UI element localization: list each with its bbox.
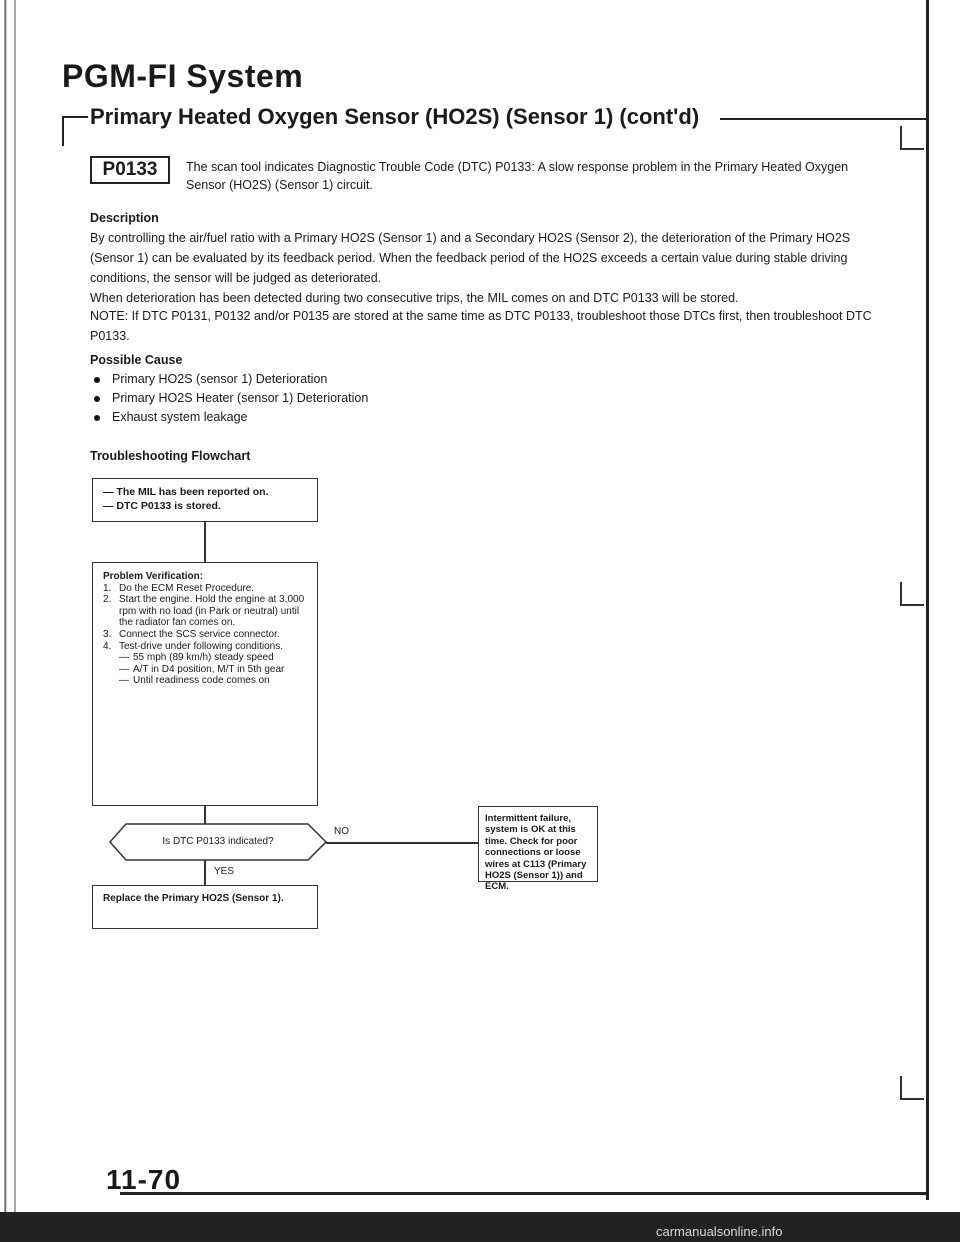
section-title: Primary Heated Oxygen Sensor (HO2S) (Sensor 1) (cont'd) bbox=[90, 104, 700, 129]
bullet-icon bbox=[94, 415, 100, 421]
problem-verification-box: Problem Verification: 1. Do the ECM Reset Procedure. 2. Start the engine. Hold the engine at 3,000 rpm with no load (in Park or neutral) until the radiator fan comes on. 3. Connect the SCS service connector. 4. Test-drive under following conditions. — 55 mph (89 km/h) steady speed — A/T in D4 position, M/T in 5th gear — Until readiness code comes on bbox=[92, 562, 318, 806]
list-item: Primary HO2S (sensor 1) Deterioration bbox=[90, 370, 690, 389]
scan-rule-right bbox=[926, 0, 929, 1200]
page-number: 11-70 bbox=[106, 1164, 182, 1195]
description-para1: By controlling the air/fuel ratio with a Primary HO2S (Sensor 1) and a Secondary HO2S (Sensor 2), the deterioration of the Primary HO2S (Sensor 1) can be evaluated by its feedback period. When the feedback period of the HO2S exceeds a certain value during stable driving conditions, the sensor will be judged as deteriorated. bbox=[90, 231, 851, 285]
replace-sensor-box: Replace the Primary HO2S (Sensor 1). bbox=[92, 885, 318, 929]
dtc-description: The scan tool indicates Diagnostic Trouble Code (DTC) P0133: A slow response problem in the Primary Heated Oxygen Sensor (HO2S) (Sensor 1) circuit. bbox=[186, 160, 849, 192]
section-rule-right bbox=[720, 118, 926, 120]
verification-condition: — Until readiness code comes on bbox=[119, 675, 270, 687]
flowchart-start-box: — The MIL has been reported on. — DTC P0133 is stored. bbox=[92, 478, 318, 522]
bullet-icon bbox=[94, 377, 100, 383]
margin-mark bbox=[900, 1076, 924, 1100]
yes-label: YES bbox=[214, 866, 235, 877]
possible-cause-heading: Possible Cause bbox=[90, 353, 183, 367]
section-rule-left-vertical bbox=[62, 116, 64, 146]
bullet-icon bbox=[94, 396, 100, 402]
section-rule-left bbox=[62, 116, 88, 118]
yes-branch-connector bbox=[204, 860, 206, 885]
verification-step: 2. Start the engine. Hold the engine at 3,000 rpm with no load (in Park or neutral) until the radiator fan comes on. bbox=[103, 594, 305, 629]
description-section bbox=[90, 208, 890, 308]
system-title: PGM-FI System bbox=[62, 58, 304, 94]
scan-edge-bottom bbox=[0, 1212, 960, 1242]
list-item: Primary HO2S Heater (sensor 1) Deterioration bbox=[90, 389, 690, 408]
scan-edge-left bbox=[0, 0, 26, 1242]
verification-condition: — A/T in D4 position, M/T in 5th gear bbox=[119, 663, 285, 675]
flow-connector bbox=[204, 522, 206, 562]
intermittent-failure-box: Intermittent failure, system is OK at this time. Check for poor connections or loose wires at C113 (Primary HO2S (Sensor 1)) and ECM. bbox=[478, 806, 598, 882]
verification-condition: — 55 mph (89 km/h) steady speed bbox=[119, 652, 274, 664]
description-heading: Description bbox=[90, 211, 159, 225]
no-label: NO bbox=[334, 826, 349, 837]
possible-cause-list bbox=[90, 370, 690, 427]
note-text: NOTE: If DTC P0131, P0132 and/or P0135 are stored at the same time as DTC P0133, troubleshoot those DTCs first, then troubleshoot DTC P0133. bbox=[90, 309, 872, 343]
verification-step: 4. Test-drive under following conditions. bbox=[103, 640, 283, 652]
verification-step: 3. Connect the SCS service connector. bbox=[103, 628, 280, 640]
page-bottom-rule bbox=[120, 1192, 926, 1195]
flowchart-heading: Troubleshooting Flowchart bbox=[90, 449, 251, 463]
margin-mark bbox=[900, 582, 924, 606]
no-branch-connector bbox=[326, 842, 478, 844]
watermark: carmanualsonline.info bbox=[656, 1224, 783, 1239]
verification-step: 1. Do the ECM Reset Procedure. bbox=[103, 582, 255, 594]
description-para2: When deterioration has been detected during two consecutive trips, the MIL comes on and DTC P0133 will be stored. bbox=[90, 291, 739, 305]
margin-mark bbox=[900, 126, 924, 150]
list-item: Exhaust system leakage bbox=[90, 408, 690, 427]
decision-question: Is DTC P0133 indicated? bbox=[162, 836, 274, 847]
dtc-code-box: P0133 bbox=[90, 156, 170, 184]
